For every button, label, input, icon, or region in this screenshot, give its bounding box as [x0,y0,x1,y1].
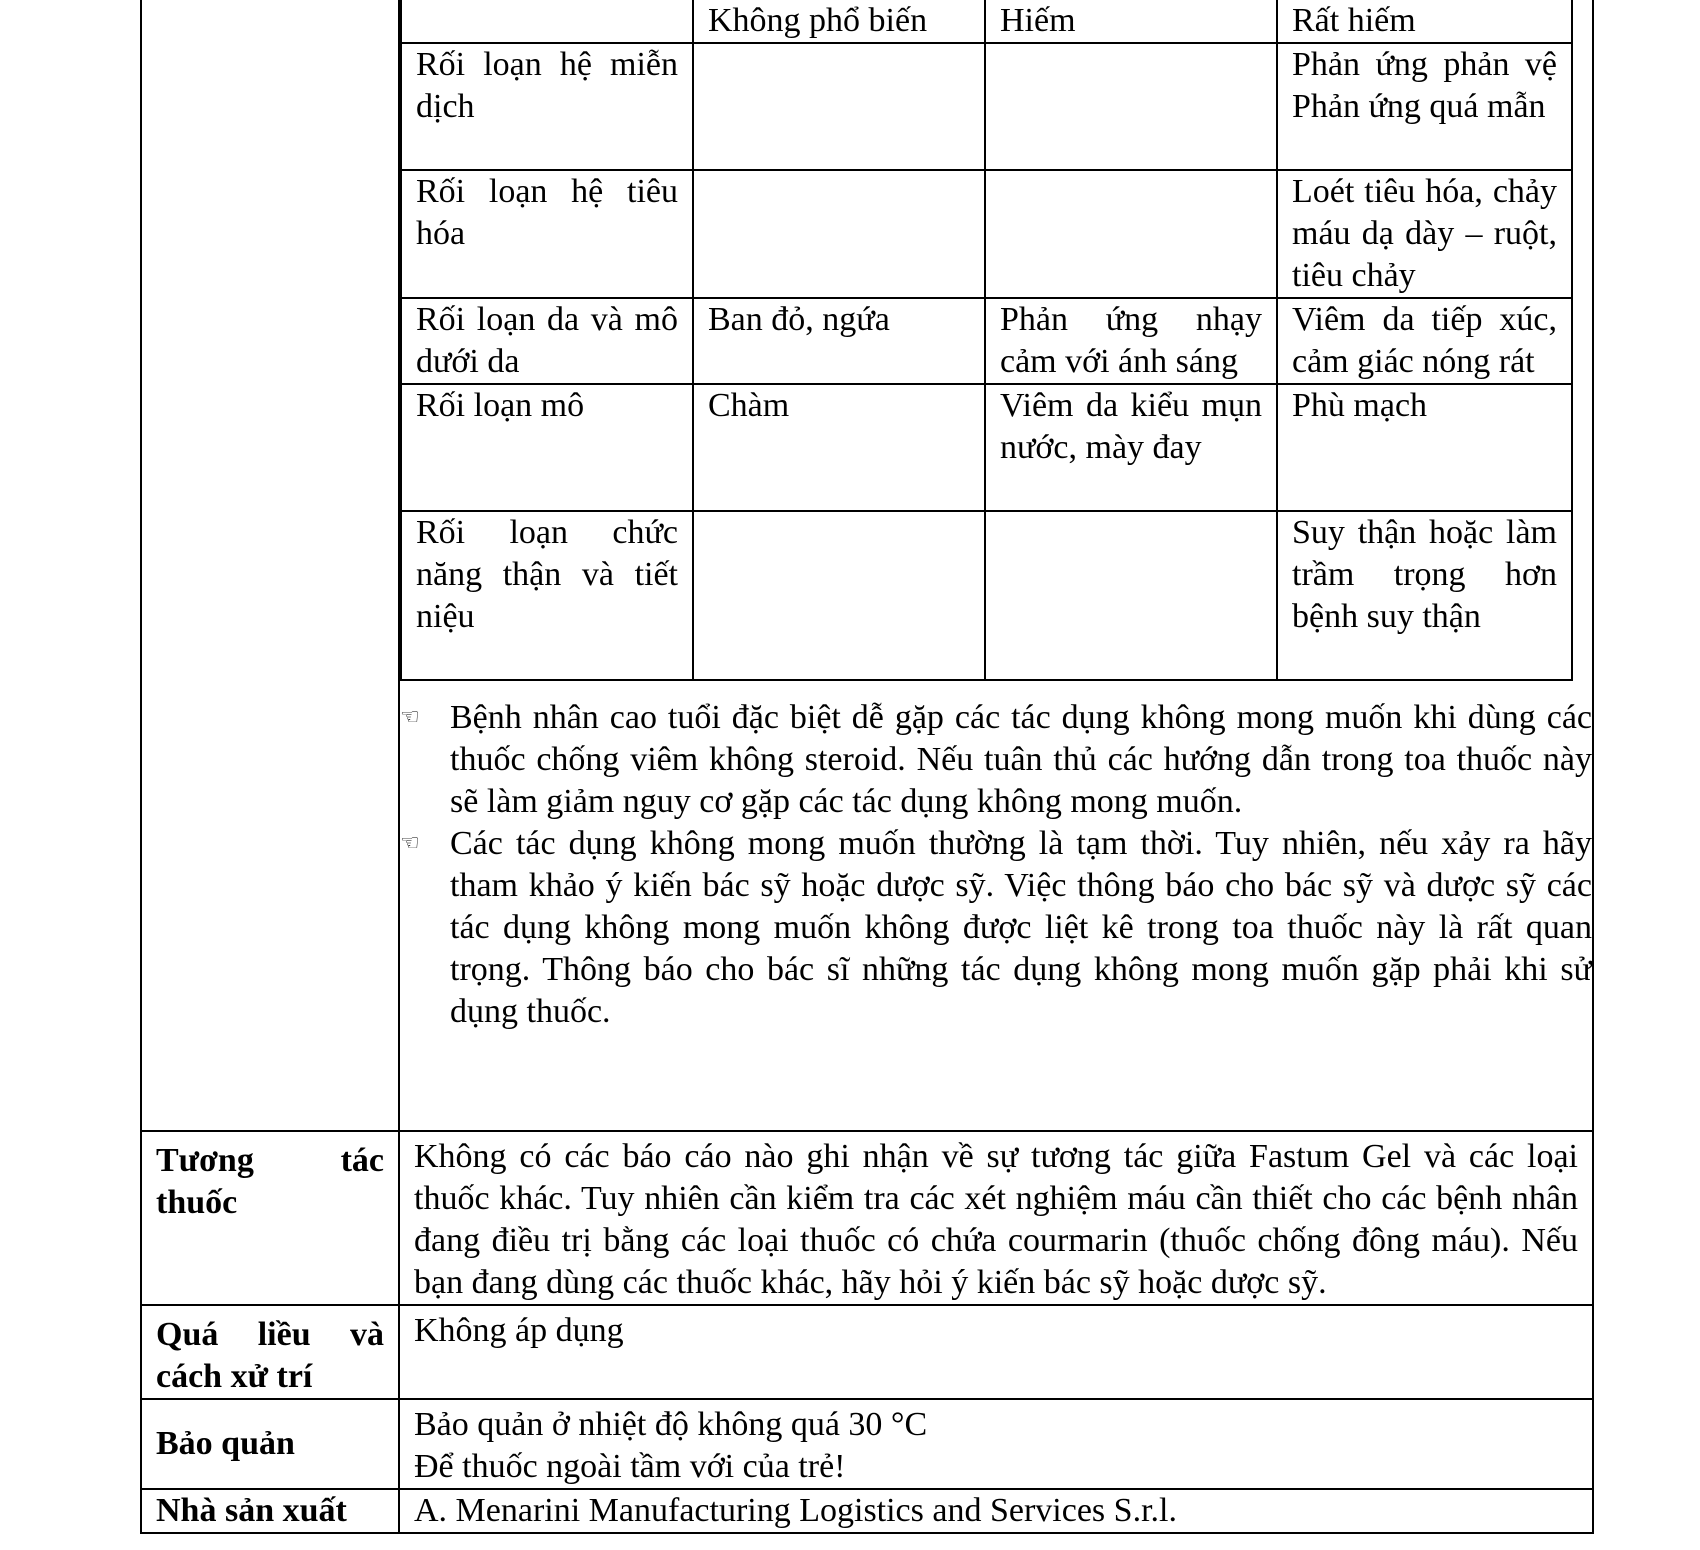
side-effects-row [141,0,1593,1131]
overdose-label: Quá liều và cách xử trí [141,1305,399,1399]
interaction-text: Không có các báo cáo nào ghi nhận về sự tương tác giữa Fastum Gel và các loại thuốc khác. Tuy nhiên cần kiểm tra các xét nghiệm máu cần thiết cho các bệnh nhân đang điều trị bằng các loại thuốc có chứa courmarin (thuốc chống đông máu). Nếu bạn đang dùng các thuốc khác, hãy hỏi ý kiến bác sỹ hoặc dược sỹ. [399,1131,1593,1305]
list-item [400,823,1592,1033]
storage-row [141,1399,1593,1489]
storage-content [399,1399,1593,1489]
row-rare: Phản ứng nhạy cảm với ánh sáng [985,298,1277,384]
row-uncommon [693,43,985,170]
side-effect-notes [400,697,1592,1033]
side-effects-content-cell [399,0,1593,1131]
row-very-rare: Phản ứng phản vệ Phản ứng quá mẫn [1277,43,1572,170]
row-rare [985,511,1277,680]
list-item [400,697,1592,823]
interaction-row [141,1131,1593,1305]
header-empty [401,0,693,43]
storage-line-1: Bảo quản ở nhiệt độ không quá 30 °C [414,1406,928,1443]
row-category: Rối loạn hệ tiêu hóa [401,170,693,298]
manufacturer-row [141,1489,1593,1533]
table-row [401,511,1572,680]
row-rare [985,170,1277,298]
row-category: Rối loạn chức năng thận và tiết niệu [401,511,693,680]
row-very-rare: Suy thận hoặc làm trầm trọng hơn bệnh suy thận [1277,511,1572,680]
row-uncommon [693,511,985,680]
header-very-rare: Rất hiếm [1277,0,1572,43]
product-info-table [140,0,1594,1534]
table-row [401,384,1572,511]
storage-line-2: Để thuốc ngoài tầm với của trẻ! [414,1448,846,1485]
table-row [401,170,1572,298]
row-very-rare: Phù mạch [1277,384,1572,511]
frequency-table-header [401,0,1572,43]
row-uncommon: Chàm [693,384,985,511]
frequency-table [400,0,1573,681]
row-very-rare: Viêm da tiếp xúc, cảm giác nóng rát [1277,298,1572,384]
table-row [401,298,1572,384]
overdose-text: Không áp dụng [399,1305,1593,1399]
row-uncommon [693,170,985,298]
row-category: Rối loạn hệ miễn dịch [401,43,693,170]
pointing-hand-icon: ☜ [400,705,420,730]
pointing-hand-icon: ☜ [400,831,420,856]
side-effects-label-cell [141,0,399,1131]
row-category: Rối loạn da và mô dưới da [401,298,693,384]
row-very-rare: Loét tiêu hóa, chảy máu dạ dày – ruột, tiêu chảy [1277,170,1572,298]
row-rare: Viêm da kiểu mụn nước, mày đay [985,384,1277,511]
row-rare [985,43,1277,170]
row-uncommon: Ban đỏ, ngứa [693,298,985,384]
note-text: Bệnh nhân cao tuổi đặc biệt dễ gặp các tác dụng không mong muốn khi dùng các thuốc chống viêm không steroid. Nếu tuân thủ các hướng dẫn trong toa thuốc này sẽ làm giảm nguy cơ gặp các tác dụng không mong muốn. [450,699,1592,820]
overdose-row [141,1305,1593,1399]
header-rare: Hiếm [985,0,1277,43]
manufacturer-label: Nhà sản xuất [141,1489,399,1533]
header-uncommon: Không phổ biến [693,0,985,43]
row-category: Rối loạn mô [401,384,693,511]
note-text: Các tác dụng không mong muốn thường là tạm thời. Tuy nhiên, nếu xảy ra hãy tham khảo ý kiến bác sỹ hoặc dược sỹ. Việc thông báo cho bác sỹ và dược sỹ các tác dụng không mong muốn không được liệt kê trong toa thuốc này là rất quan trọng. Thông báo cho bác sĩ những tác dụng không mong muốn gặp phải khi sử dụng thuốc. [450,825,1592,1030]
manufacturer-text: A. Menarini Manufacturing Logistics and Services S.r.l. [399,1489,1593,1533]
table-row [401,43,1572,170]
interaction-label: Tương tác thuốc [141,1131,399,1305]
storage-label: Bảo quản [141,1399,399,1489]
